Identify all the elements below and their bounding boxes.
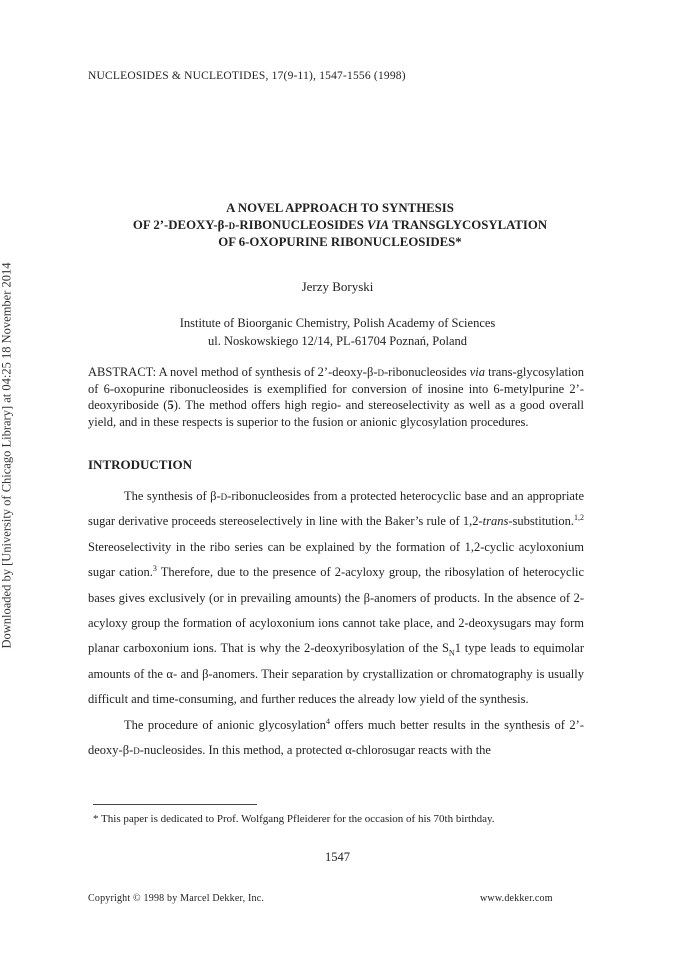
title-line-1: A NOVEL APPROACH TO SYNTHESIS xyxy=(226,201,454,215)
paragraph-text: trans xyxy=(482,514,509,529)
title-text: VIA xyxy=(367,218,390,232)
paragraph-text: offers much better results in the synthesis of 2’-deoxy-β- xyxy=(88,717,584,758)
paragraph-text: -nucleosides. In this method, a protected α-chlorosugar reacts with the xyxy=(139,743,491,758)
paragraph-text: 1 type leads to equimolar amounts of the α- and β-anomers. Their separation by crystallization or chromatography is usually difficult and time-consuming, and further reduces the already low yield of the synthesis. xyxy=(88,641,584,707)
publisher-website: www.dekker.com xyxy=(480,893,553,904)
paragraph-text: d xyxy=(133,743,140,758)
section-heading-introduction: INTRODUCTION xyxy=(88,457,193,472)
abstract-text: ABSTRACT: A novel method of synthesis of 2’-deoxy-β- xyxy=(88,365,378,379)
sidebar-download-notice: Downloaded by [University of Chicago Library] at 04:25 18 November 2014 xyxy=(0,262,14,649)
copyright-notice: Copyright © 1998 by Marcel Dekker, Inc. xyxy=(88,893,265,904)
title-text: TRANSGLYCOSYLATION xyxy=(389,218,548,232)
abstract xyxy=(88,364,584,430)
compound-number: 5 xyxy=(167,398,174,413)
title-text: OF 2’-DEOXY-β- xyxy=(132,218,229,232)
abstract-text: ). The method offers high regio- and stereoselectivity as well as a good overall yield, and in these respects is superior to the fusion or anionic glycosylation procedures. xyxy=(88,398,584,429)
author-name: Jerzy Boryski xyxy=(301,279,374,294)
citation-ref: 3 xyxy=(152,564,157,574)
footnote-divider xyxy=(93,804,257,805)
citation-ref: 1,2 xyxy=(574,513,584,523)
paper-title xyxy=(60,200,620,251)
abstract-text: trans-glycosylation of 6-oxopurine ribonucleosides is exemplified for conversion of inosine into 6-metylpurine 2’-deoxyriboside ( xyxy=(88,365,584,413)
citation-ref: 4 xyxy=(325,716,330,726)
page-number: 1547 xyxy=(325,850,350,864)
paragraph-text: Stereoselectivity in the ribo series can be explained by the formation of 1,2-cyclic acyloxonium sugar cation. xyxy=(88,539,584,580)
title-text: d xyxy=(228,218,236,232)
title-line-3: OF 6-OXOPURINE RIBONUCLEOSIDES* xyxy=(218,235,462,249)
paragraph-text: -ribonucleosides from a protected heterocyclic base and an appropriate sugar derivative proceeds stereoselectively in line with the Baker’s rule of 1,2- xyxy=(88,489,584,529)
title-line-2 xyxy=(60,217,620,234)
paragraph-text: -substitution. xyxy=(508,514,574,529)
abstract-text: d xyxy=(377,365,384,379)
paragraph-text: Therefore, due to the presence of 2-acyloxy group, the ribosylation of heterocyclic bases gives exclusively (or in prevailing amounts) the β-anomers of products. In the absence of 2-acyloxy group the formation of acyloxonium ions cannot take place, and 2-deoxysugars may form planar carboxonium ions. That is why the 2-deoxyribosylation of the S xyxy=(88,565,584,656)
affiliation-line-2: ul. Noskowskiego 12/14, PL-61704 Poznań, Poland xyxy=(207,334,468,348)
affiliation-line-1: Institute of Bioorganic Chemistry, Polish Academy of Sciences xyxy=(179,316,496,330)
subscript: N xyxy=(448,648,455,658)
journal-header: NUCLEOSIDES & NUCLEOTIDES, 17(9-11), 1547-1556 (1998) xyxy=(88,70,406,82)
paragraph-text: The synthesis of β- xyxy=(124,489,221,503)
title-text: -RIBONUCLEOSIDES xyxy=(235,218,368,232)
footnote: * This paper is dedicated to Prof. Wolfgang Pfleiderer for the occasion of his 70th birthday. xyxy=(93,813,495,825)
body-text xyxy=(88,484,584,763)
paragraph-1 xyxy=(88,484,584,713)
affiliation xyxy=(0,314,675,350)
abstract-text: via xyxy=(469,365,486,379)
abstract-text: -ribonucleosides xyxy=(383,365,470,379)
paragraph-text: The procedure of anionic glycosylation xyxy=(124,717,326,732)
paragraph-text: d xyxy=(220,489,228,503)
paragraph-2 xyxy=(88,713,584,764)
